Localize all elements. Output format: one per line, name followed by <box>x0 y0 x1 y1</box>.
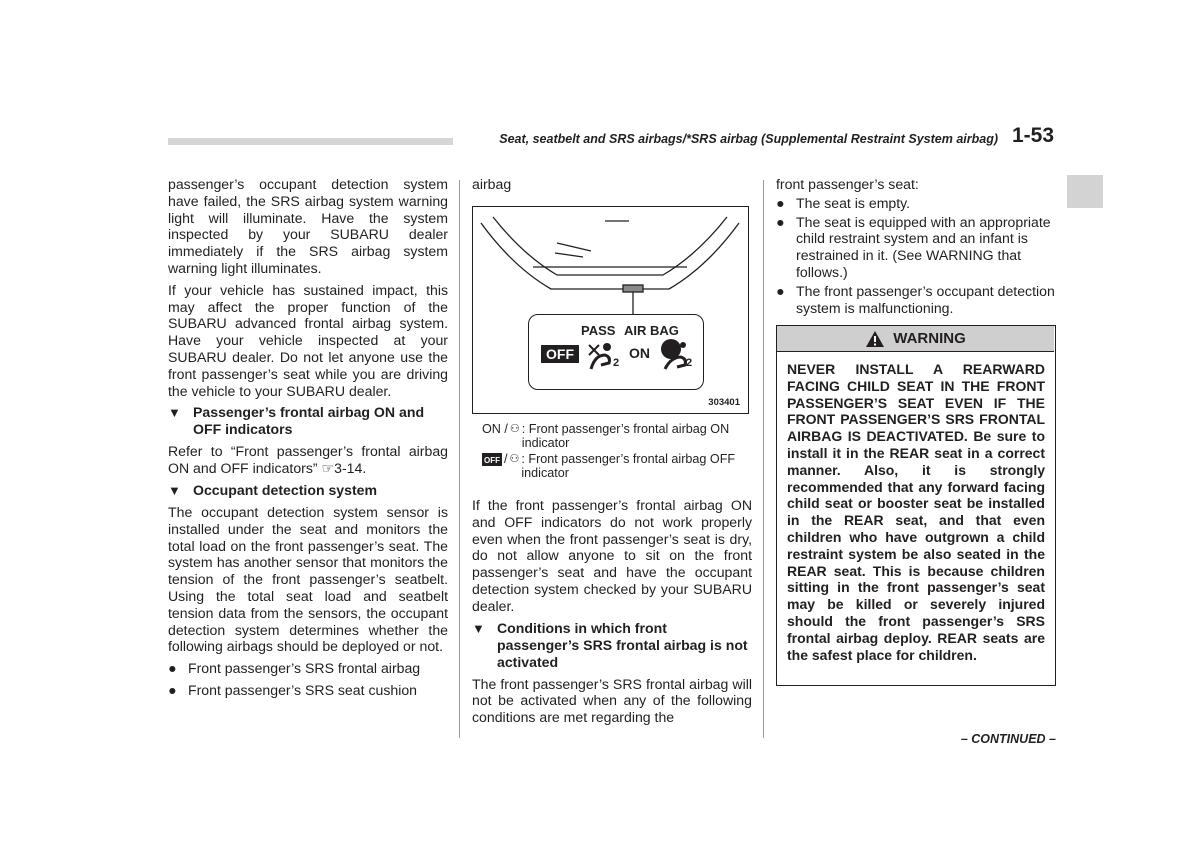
figure-number: 303401 <box>708 397 740 408</box>
list-item: ● Front passenger’s SRS seat cushion <box>168 681 418 698</box>
paragraph: The front passenger’s SRS frontal airbag will not be activated when any of the following conditions are met regarding the <box>472 675 752 726</box>
chapter-tab <box>1067 175 1103 208</box>
bullet-dot-icon: ● <box>776 194 785 211</box>
caption-off: OFF / ⚇ : Front passenger’s frontal airbag OFF indicator <box>484 452 736 480</box>
airbag-label: AIR BAG <box>624 323 679 338</box>
paragraph: If the front passenger’s frontal airbag ON and OFF indicators do not work properly even when the front passenger’s seat is dry, do not allow anyone to sit on the front passenger’s seat and have the occupant detection system checked by your SUBARU dealer. <box>472 497 752 614</box>
column-right <box>776 176 1056 321</box>
subscript-2: 2 <box>613 357 620 369</box>
column-divider <box>459 180 460 738</box>
bullet-dot-icon: ● <box>776 282 785 299</box>
list-item: ● The seat is empty. <box>776 194 911 211</box>
column-left <box>168 176 448 704</box>
indicator-panel <box>528 314 704 390</box>
section-title: Seat, seatbelt and SRS airbags/*SRS airbag (Supplemental Restraint System airbag) <box>499 132 998 146</box>
bullet-dot-icon: ● <box>168 681 177 698</box>
warning-box <box>776 325 1056 686</box>
page-number: 1-53 <box>1012 124 1055 147</box>
subscript-2: 2 <box>686 357 693 369</box>
subheading: ▼ Occupant detection system <box>168 481 378 498</box>
on-indicator: ON <box>629 345 650 361</box>
column-divider <box>763 180 764 738</box>
triangle-bullet-icon: ▼ <box>168 405 181 421</box>
header-rule <box>168 138 453 145</box>
off-indicator: OFF <box>541 345 579 363</box>
warning-triangle-icon <box>865 330 885 348</box>
continued-label: – CONTINUED – <box>960 732 1056 746</box>
subheading: ▼ Passenger’s frontal airbag ON and OFF indicators <box>168 404 425 438</box>
paragraph: front passenger’s seat: <box>776 176 919 192</box>
paragraph: passenger’s occupant detection system have failed, the SRS airbag system warning light will illuminate. Have the system inspected by your SUBARU dealer immediately if the SRS airbag system warning light illuminates. <box>168 176 448 276</box>
passenger-airbag-off-icon: ⚇ <box>509 453 520 465</box>
list-item: ● Front passenger’s SRS frontal airbag <box>168 660 421 677</box>
paragraph: Refer to “Front passenger’s frontal airbag ON and OFF indicators” ☞3-14. <box>168 443 448 477</box>
paragraph: If your vehicle has sustained impact, this may affect the proper function of the SUBARU advanced frontal airbag system. Have your vehicle inspected at your SUBARU dealer. Do not let anyone use the front passenger’s seat while you are driving the vehicle to your SUBARU dealer. <box>168 281 448 399</box>
paragraph: The occupant detection system sensor is installed under the seat and monitors the total load on the front passenger’s seat. The system has another sensor that monitors the tension of the front passenger’s seatbelt. Using the total seat load and seatbelt tension data from the sensors, the occupant detection system determines whether the following airbags should be deployed or not. <box>168 503 448 655</box>
caption-on: ON / ⚇ : Front passenger’s frontal airbag ON indicator <box>482 422 730 450</box>
warning-text: NEVER INSTALL A REARWARD FACING CHILD SEAT IN THE FRONT PASSENGER’S SEAT EVEN IF THE FRONT PASSENGER’S SRS FRONTAL AIRBAG IS DEACTIVATED. Be sure to install it in the REAR seat in a correct manner. Also, it is strongly recommended that any forward facing child seat or booster seat be installed in the REAR seat, and that even children who have outgrown a child restraint system be also seated in the REAR seat. This is because children sitting in the front passenger’s seat may be killed or severely injured should the front passenger’s SRS frontal airbag deploy. REAR seats are the safest place for children. <box>787 361 1045 663</box>
paragraph: airbag <box>472 176 512 192</box>
warning-header <box>777 326 1054 352</box>
passenger-airbag-icon: ⚇ <box>509 423 520 435</box>
triangle-bullet-icon: ▼ <box>472 620 485 636</box>
list-item: ● The seat is equipped with an appropriate child restraint system and an infant is restrained in it. (See WARNING that follows.) <box>776 213 1051 280</box>
subheading: ▼ Conditions in which front passenger’s SRS frontal airbag is not activated <box>472 619 748 670</box>
indicator-figure <box>472 206 749 414</box>
pass-label: PASS <box>581 323 616 338</box>
warning-title: WARNING <box>893 330 966 347</box>
bullet-dot-icon: ● <box>168 660 177 677</box>
list-item: ● The front passenger’s occupant detection system is malfunctioning. <box>776 282 1055 316</box>
off-badge-icon: OFF <box>482 453 502 466</box>
triangle-bullet-icon: ▼ <box>168 482 181 498</box>
bullet-dot-icon: ● <box>776 213 785 230</box>
column-middle <box>472 497 752 731</box>
